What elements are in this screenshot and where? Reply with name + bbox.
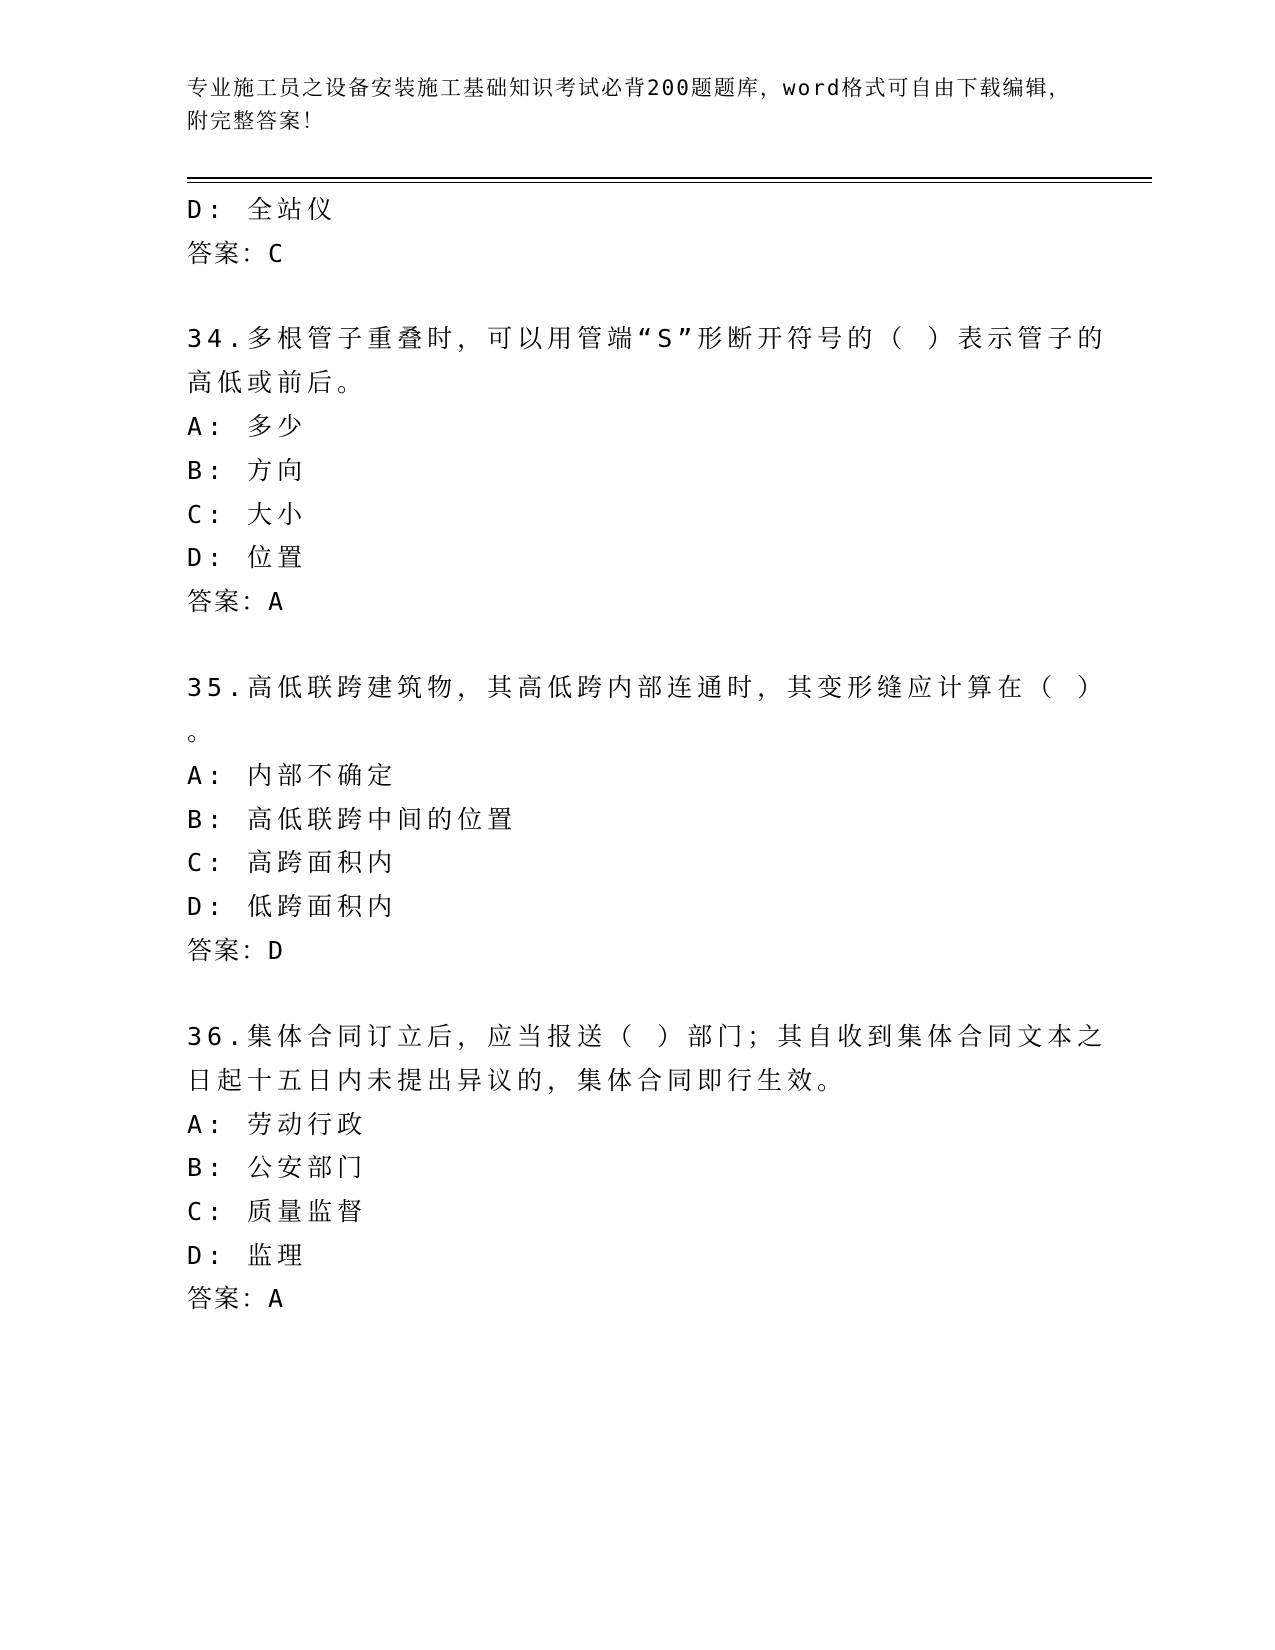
option-b: B: 高低联跨中间的位置 [187, 805, 518, 834]
option-a: A: 多少 [187, 412, 308, 441]
document-header-title: 专业施工员之设备安装施工基础知识考试必背200题题库，word格式可自由下载编辑，附完整答案！ [187, 76, 1072, 133]
answer-line [187, 586, 285, 618]
answer-label: 答案： [187, 239, 269, 268]
option-b: B: 方向 [187, 456, 308, 485]
answer-line [187, 238, 285, 270]
question-stem-line1: 35.高低联跨建筑物，其高低跨内部连通时，其变形缝应计算在（ ） [187, 673, 1108, 702]
option-c: C: 质量监督 [187, 1197, 368, 1226]
option-b: B: 公安部门 [187, 1153, 368, 1182]
answer-value: A [268, 1284, 286, 1313]
answer-value: D [268, 936, 286, 965]
option-d: D: 全站仪 [187, 195, 338, 224]
answer-line [187, 1283, 285, 1315]
question-stem-line2: 日起十五日内未提出异议的，集体合同即行生效。 [187, 1066, 848, 1095]
answer-label: 答案： [187, 936, 269, 965]
question-stem-line2: 高低或前后。 [187, 368, 368, 397]
answer-value: A [268, 587, 286, 616]
option-d: D: 监理 [187, 1241, 308, 1270]
answer-value: C [268, 239, 286, 268]
answer-label: 答案： [187, 1284, 269, 1313]
question-stem-line1: 34.多根管子重叠时，可以用管端“S”形断开符号的（ ）表示管子的 [187, 324, 1108, 353]
option-d: D: 位置 [187, 543, 308, 572]
answer-line [187, 935, 285, 967]
option-a: A: 内部不确定 [187, 761, 398, 790]
answer-label: 答案： [187, 587, 269, 616]
question-stem-line2: 。 [187, 717, 218, 746]
option-c: C: 高跨面积内 [187, 848, 398, 877]
header-divider-thick [187, 177, 1152, 179]
option-a: A: 劳动行政 [187, 1110, 368, 1139]
header-divider-thin [187, 182, 1152, 183]
option-c: C: 大小 [187, 500, 308, 529]
question-stem-line1: 36.集体合同订立后，应当报送（ ）部门；其自收到集体合同文本之 [187, 1022, 1108, 1051]
option-d: D: 低跨面积内 [187, 892, 398, 921]
